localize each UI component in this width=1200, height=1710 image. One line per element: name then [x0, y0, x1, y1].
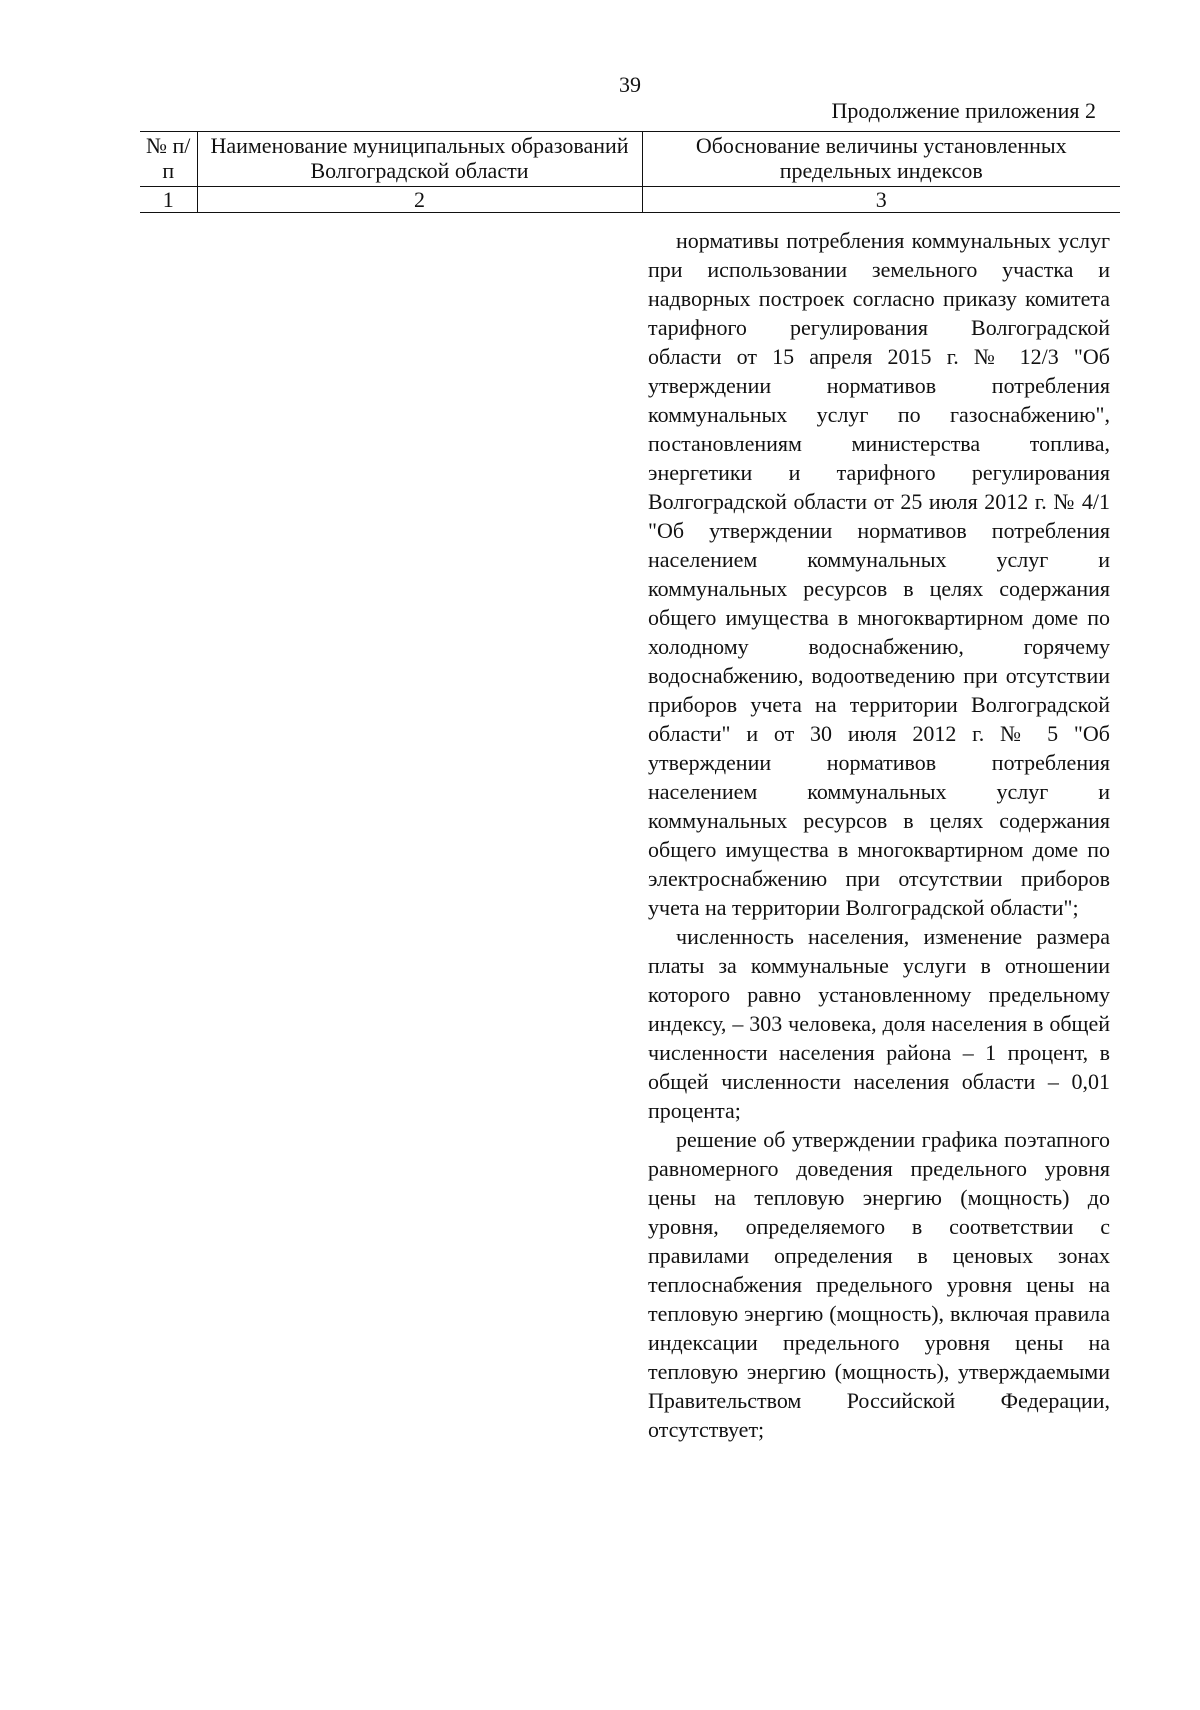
header-index-justification: Обоснование величины установленных предельных индексов [642, 132, 1120, 187]
paragraph-population: численность населения, изменение размера платы за коммунальные услуги в отношении которого равно установленному предельному индексу, – 303 человека, доля населения в общей численности населения района – 1 процент, в общей численности населения области – 0,01 процента; [648, 924, 1110, 1123]
column-number-2: 2 [197, 187, 642, 213]
paragraph-heat-price-schedule: решение об утверждении графика поэтапного равномерного доведения предельного уровня цены на тепловую энергию (мощность) до уровня, определяемого в соответствии с правилами определения в ценовых зонах теплоснабжения предельного уровня цены на тепловую энергию (мощность), включая правила индексации предельного уровня цены на тепловую энергию (мощность), утверждаемыми Правительством Российской Федерации, отсутствует; [648, 1127, 1110, 1442]
paragraph-consumption-norms: нормативы потребления коммунальных услуг при использовании земельного участка и надворных построек согласно приказу комитета тарифного регулирования Волгоградской области от 15 апреля 2015 г. № 12/3 "Об утверждении нормативов потребления коммунальных услуг по газоснабжению", постановлениям министерства топлива, энергетики и тарифного регулирования Волгоградской области от 25 июля 2012 г. № 4/1 "Об утверждении нормативов потребления населением коммунальных услуг и коммунальных ресурсов в целях содержания общего имущества в многоквартирном доме по холодному водоснабжению, горячему водоснабжению, водоотведению при отсутствии приборов учета на территории Волгоградской области" и от 30 июля 2012 г. № 5 "Об утверждении нормативов потребления населением коммунальных услуг и коммунальных ресурсов в целях содержания общего имущества в многоквартирном доме по электроснабжению при отсутствии приборов учета на территории Волгоградской области"; [648, 228, 1110, 920]
table-header-row [140, 132, 1120, 187]
table-header [140, 131, 1120, 213]
column-number-3: 3 [642, 187, 1120, 213]
header-municipality-name: Наименование муниципальных образований Волгоградской области [197, 132, 642, 187]
appendix-continuation-note: Продолжение приложения 2 [831, 98, 1096, 123]
column-number-1: 1 [140, 187, 197, 213]
page-number: 39 [619, 72, 641, 97]
header-number: № п/п [140, 132, 197, 187]
justification-text [648, 226, 1110, 1444]
column-number-row [140, 187, 1120, 213]
